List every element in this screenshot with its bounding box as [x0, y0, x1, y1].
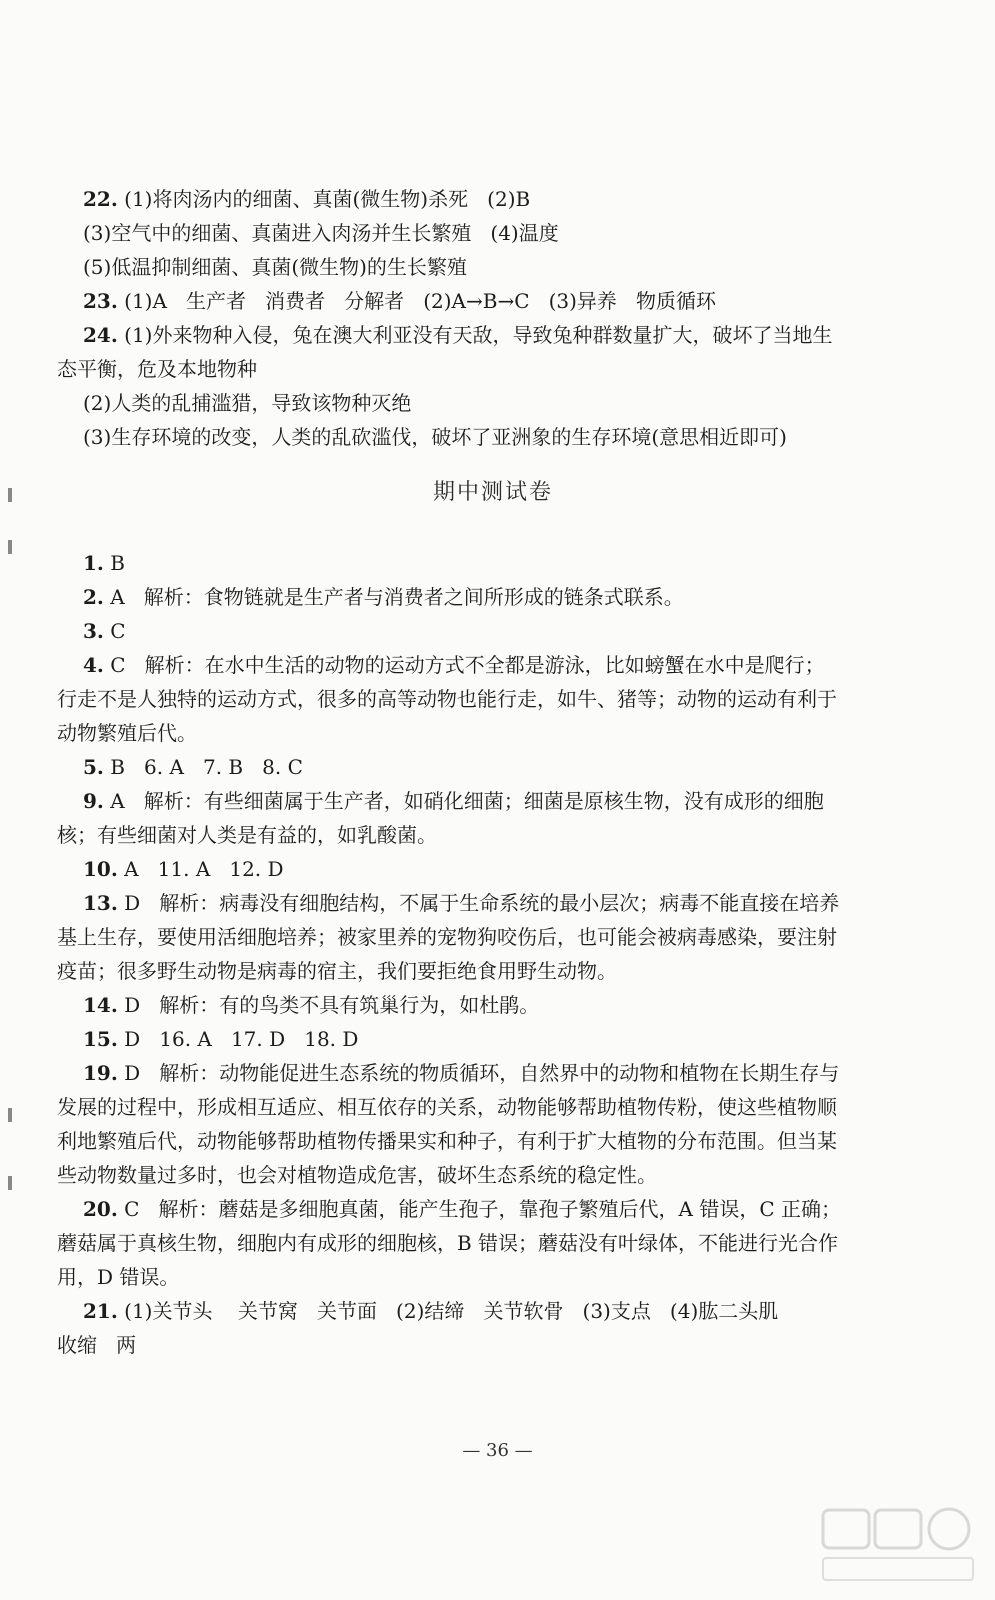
question-number: 1.	[83, 551, 104, 575]
answer-line	[57, 216, 929, 250]
answer-text: 疫苗；很多野生动物是病毒的宿主，我们要拒绝食用野生动物。	[57, 959, 617, 983]
answer-line	[57, 954, 929, 988]
question-number: 3.	[83, 619, 104, 643]
answer-text: A 解析：有些细菌属于生产者，如硝化细菌；细菌是原核生物，没有成形的细胞	[103, 789, 824, 813]
answer-line	[57, 1022, 929, 1056]
question-number: 13.	[83, 891, 118, 915]
answer-line	[57, 614, 929, 648]
answer-line	[57, 420, 929, 454]
answer-text: D 解析：动物能促进生态系统的物质循环，自然界中的动物和植物在长期生存与	[117, 1061, 840, 1085]
answer-text: (1)将肉汤内的细菌、真菌(微生物)杀死 (2)B	[117, 187, 531, 211]
answer-line	[57, 886, 929, 920]
answer-line	[57, 546, 929, 580]
question-number: 5.	[83, 755, 104, 779]
binding-mark	[8, 540, 12, 554]
binding-mark	[8, 488, 12, 502]
answer-text: B	[103, 551, 125, 575]
answer-text: 些动物数量过多时，也会对植物造成危害，破坏生态系统的稳定性。	[57, 1163, 657, 1187]
answer-text: 核；有些细菌对人类是有益的，如乳酸菌。	[57, 823, 437, 847]
question-number: 21.	[83, 1299, 118, 1323]
answer-line	[57, 1090, 929, 1124]
question-number: 24.	[83, 323, 118, 347]
question-number: 19.	[83, 1061, 118, 1085]
answer-text: (1)A 生产者 消费者 分解者 (2)A→B→C (3)异养 物质循环	[117, 289, 716, 313]
question-number: 22.	[83, 187, 118, 211]
section-title: 期中测试卷	[432, 480, 553, 505]
answer-line	[57, 1294, 929, 1328]
answer-line	[57, 1056, 929, 1090]
answer-line	[57, 1328, 929, 1362]
answer-text: (1)关节头 关节窝 关节面 (2)结缔 关节软骨 (3)支点 (4)肱二头肌	[117, 1299, 779, 1323]
answer-line	[57, 716, 929, 750]
answer-text: 发展的过程中，形成相互适应、相互依存的关系，动物能够帮助植物传粉，使这些植物顺	[57, 1095, 837, 1119]
answer-text: (3)生存环境的改变，人类的乱砍滥伐，破坏了亚洲象的生存环境(意思相近即可)	[83, 425, 787, 449]
answer-text: D 解析：有的鸟类不具有筑巢行为，如杜鹃。	[117, 993, 540, 1017]
question-number: 14.	[83, 993, 118, 1017]
question-number: 9.	[83, 789, 104, 813]
answer-text: 用，D 错误。	[57, 1265, 180, 1289]
question-number: 2.	[83, 585, 104, 609]
answer-text: 行走不是人独特的运动方式，很多的高等动物也能行走，如牛、猪等；动物的运动有利于	[57, 687, 837, 711]
answer-line	[57, 818, 929, 852]
answer-line	[57, 1260, 929, 1294]
answer-text: 态平衡，危及本地物种	[57, 357, 257, 381]
question-number: 10.	[83, 857, 118, 881]
answer-text: 利地繁殖后代，动物能够帮助植物传播果实和种子，有利于扩大植物的分布范围。但当某	[57, 1129, 837, 1153]
answer-text: D 16. A 17. D 18. D	[117, 1027, 359, 1051]
answer-text: C 解析：蘑菇是多细胞真菌，能产生孢子，靠孢子繁殖后代，A 错误，C 正确；	[117, 1197, 841, 1221]
answer-text: (2)人类的乱捕滥猎，导致该物种灭绝	[83, 391, 412, 415]
answer-line	[57, 648, 929, 682]
answer-line	[57, 920, 929, 954]
answer-text: (1)外来物种入侵，兔在澳大利亚没有天敌，导致兔种群数量扩大，破坏了当地生	[117, 323, 833, 347]
answer-text: 蘑菇属于真核生物，细胞内有成形的细胞核，B 错误；蘑菇没有叶绿体，不能进行光合作	[57, 1231, 839, 1255]
answer-text: A 解析：食物链就是生产者与消费者之间所形成的链条式联系。	[103, 585, 684, 609]
answers-bottom-block	[57, 546, 929, 1362]
answer-text: 基上生存，要使用活细胞培养；被家里养的宠物狗咬伤后，也可能会被病毒感染，要注射	[57, 925, 837, 949]
answer-line	[57, 750, 929, 784]
answer-text: (5)低温抑制细菌、真菌(微生物)的生长繁殖	[83, 255, 467, 279]
answer-line	[57, 284, 929, 318]
answer-line	[57, 988, 929, 1022]
answer-line	[57, 1124, 929, 1158]
question-number: 20.	[83, 1197, 118, 1221]
binding-mark	[8, 1108, 12, 1122]
page-content	[57, 182, 929, 1362]
answer-line	[57, 1192, 929, 1226]
question-number: 4.	[83, 653, 104, 677]
answer-line	[57, 682, 929, 716]
binding-mark	[8, 1176, 12, 1190]
page-number: — 36 —	[462, 1440, 533, 1461]
question-number: 23.	[83, 289, 118, 313]
answer-text: 收缩 两	[57, 1333, 137, 1357]
answer-line	[57, 580, 929, 614]
answer-line	[57, 784, 929, 818]
answer-text: (3)空气中的细菌、真菌进入肉汤并生长繁殖 (4)温度	[83, 221, 559, 245]
answer-line	[57, 1226, 929, 1260]
answer-line	[57, 352, 929, 386]
answer-line	[57, 250, 929, 284]
question-number: 15.	[83, 1027, 118, 1051]
answer-line	[57, 386, 929, 420]
watermark-logo	[819, 1506, 979, 1586]
answer-text: B 6. A 7. B 8. C	[103, 755, 303, 779]
answer-text: C 解析：在水中生活的动物的运动方式不全都是游泳，比如螃蟹在水中是爬行；	[103, 653, 825, 677]
answer-text: C	[103, 619, 126, 643]
answer-text: A 11. A 12. D	[117, 857, 284, 881]
answer-text: 动物繁殖后代。	[57, 721, 197, 745]
answer-line	[57, 1158, 929, 1192]
answer-line	[57, 318, 929, 352]
answer-line	[57, 852, 929, 886]
answer-line	[57, 182, 929, 216]
answer-text: D 解析：病毒没有细胞结构，不属于生命系统的最小层次；病毒不能直接在培养	[117, 891, 840, 915]
answers-top-block	[57, 182, 929, 454]
